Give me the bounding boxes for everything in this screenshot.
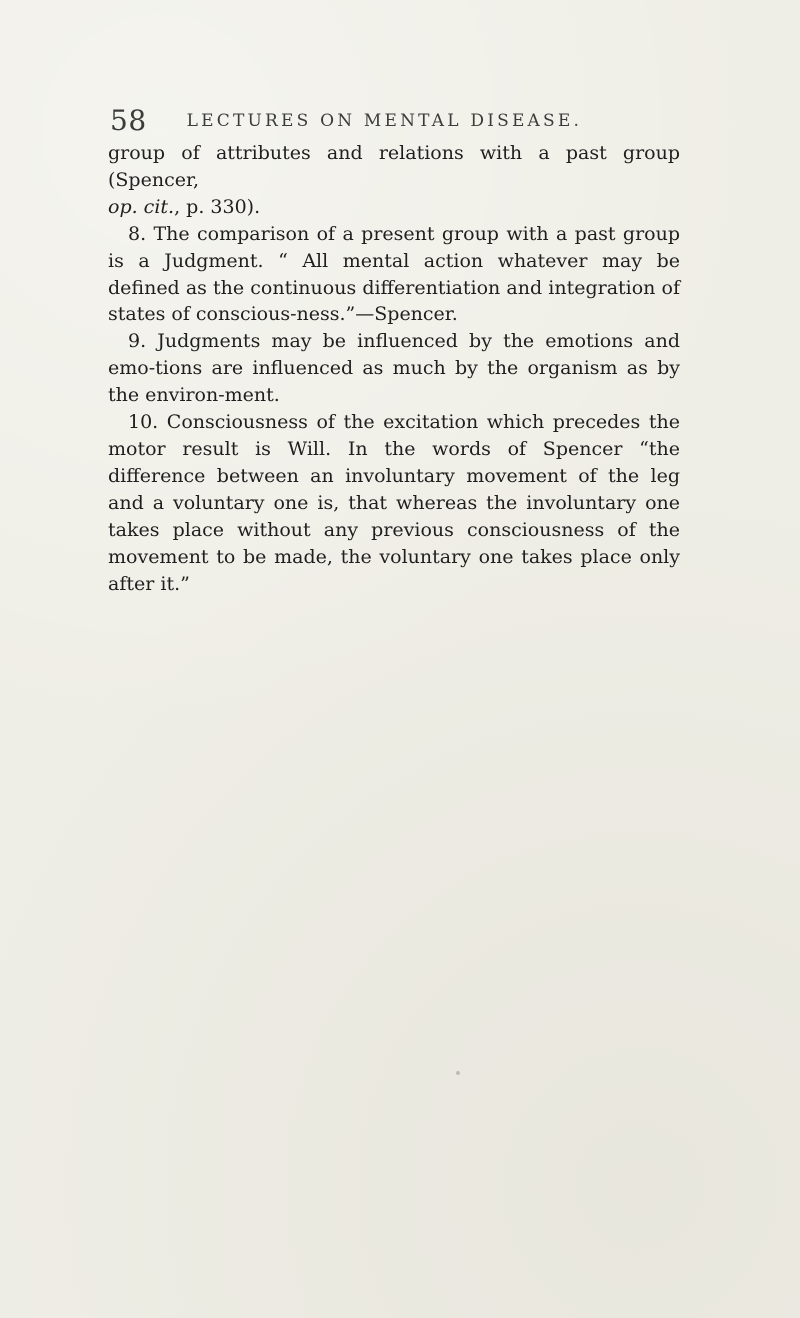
page-number: 58 [110, 104, 147, 137]
citation-italic: op. cit. [108, 195, 175, 218]
paragraph-continuation [108, 140, 680, 221]
page-body [108, 140, 680, 597]
paragraph-8: 8. The comparison of a present group with a past group is a Judgment. “ All mental action whatever may be defined as the continuous differentiation and integration of states of conscious-ness.”—Spencer. [108, 222, 680, 326]
page-speck [456, 1071, 460, 1075]
running-head: LECTURES ON MENTAL DISEASE. [186, 111, 583, 131]
citation-page: , p. 330). [174, 195, 261, 218]
paragraph-continuation-text: group of attributes and relations with a past group (Spencer, [108, 142, 680, 191]
paragraph-10: 10. Consciousness of the excitation which precedes the motor result is Will. In the words of Spencer “the difference between an involuntary movement of the leg and a voluntary one is, that whereas the involuntary one takes place without any previous consciousness of the movement to be made, the voluntary one takes place only after it.” [108, 411, 680, 595]
page-header [110, 100, 670, 137]
paragraph-9: 9. Judgments may be influenced by the emotions and emo-tions are influenced as much by the organism as by the environ-ment. [108, 330, 680, 407]
